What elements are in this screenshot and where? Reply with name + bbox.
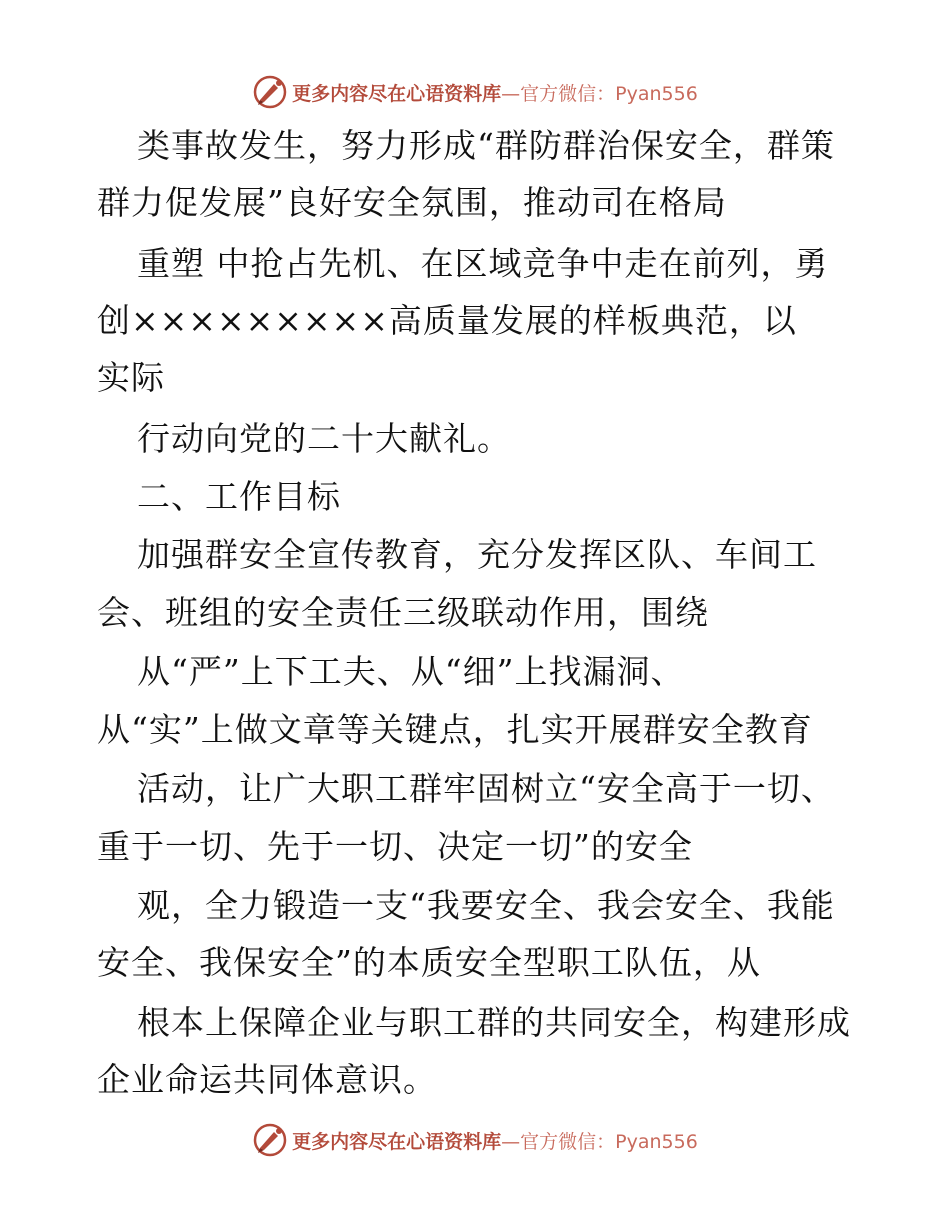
body-line: 重于一切、先于一切、决定一切”的安全 — [97, 827, 693, 866]
body-line: 加强群安全宣传教育，充分发挥区队、车间工 — [137, 535, 817, 574]
body-line: 根本上保障企业与职工群的共同安全，构建形成 — [137, 1003, 851, 1042]
body-line: 会、班组的安全责任三级联动作用，围绕 — [97, 593, 709, 632]
body-line: 从“实”上做文章等关键点，扎实开展群安全教育 — [97, 710, 813, 749]
body-line: 行动向党的二十大献礼。 — [137, 419, 511, 458]
body-line: 活动，让广大职工群牢固树立“安全高于一切、 — [137, 769, 835, 808]
body-line: 安全、我保安全”的本质安全型职工队伍，从 — [97, 943, 761, 982]
body-line: 企业命运共同体意识。 — [97, 1060, 437, 1099]
header-banner-sub: —官方微信：Pyan556 — [501, 82, 698, 105]
body-line: 创×××××××××高质量发展的样板典范，以 — [97, 301, 797, 340]
body-line: 实际 — [97, 358, 165, 397]
header-banner-text: 更多内容尽在心语资料库—官方微信：Pyan556 — [292, 82, 698, 105]
footer-watermark — [0, 1120, 950, 1160]
footer-banner-text: 更多内容尽在心语资料库—官方微信：Pyan556 — [292, 1130, 698, 1153]
body-line: 类事故发生，努力形成“群防群治保安全，群策 — [137, 126, 835, 165]
footer-banner-sub: —官方微信：Pyan556 — [501, 1130, 698, 1153]
body-line: 群力促发展”良好安全氛围，推动司在格局 — [97, 183, 727, 222]
section-heading: 二、工作目标 — [137, 477, 341, 516]
body-line: 重塑 中抢占先机、在区域竞争中走在前列，勇 — [137, 244, 829, 283]
body-line: 观，全力锻造一支“我要安全、我会安全、我能 — [137, 886, 835, 925]
body-line: 从“严”上下工夫、从“细”上找漏洞、 — [137, 652, 685, 691]
pen-logo-icon — [252, 1122, 288, 1158]
